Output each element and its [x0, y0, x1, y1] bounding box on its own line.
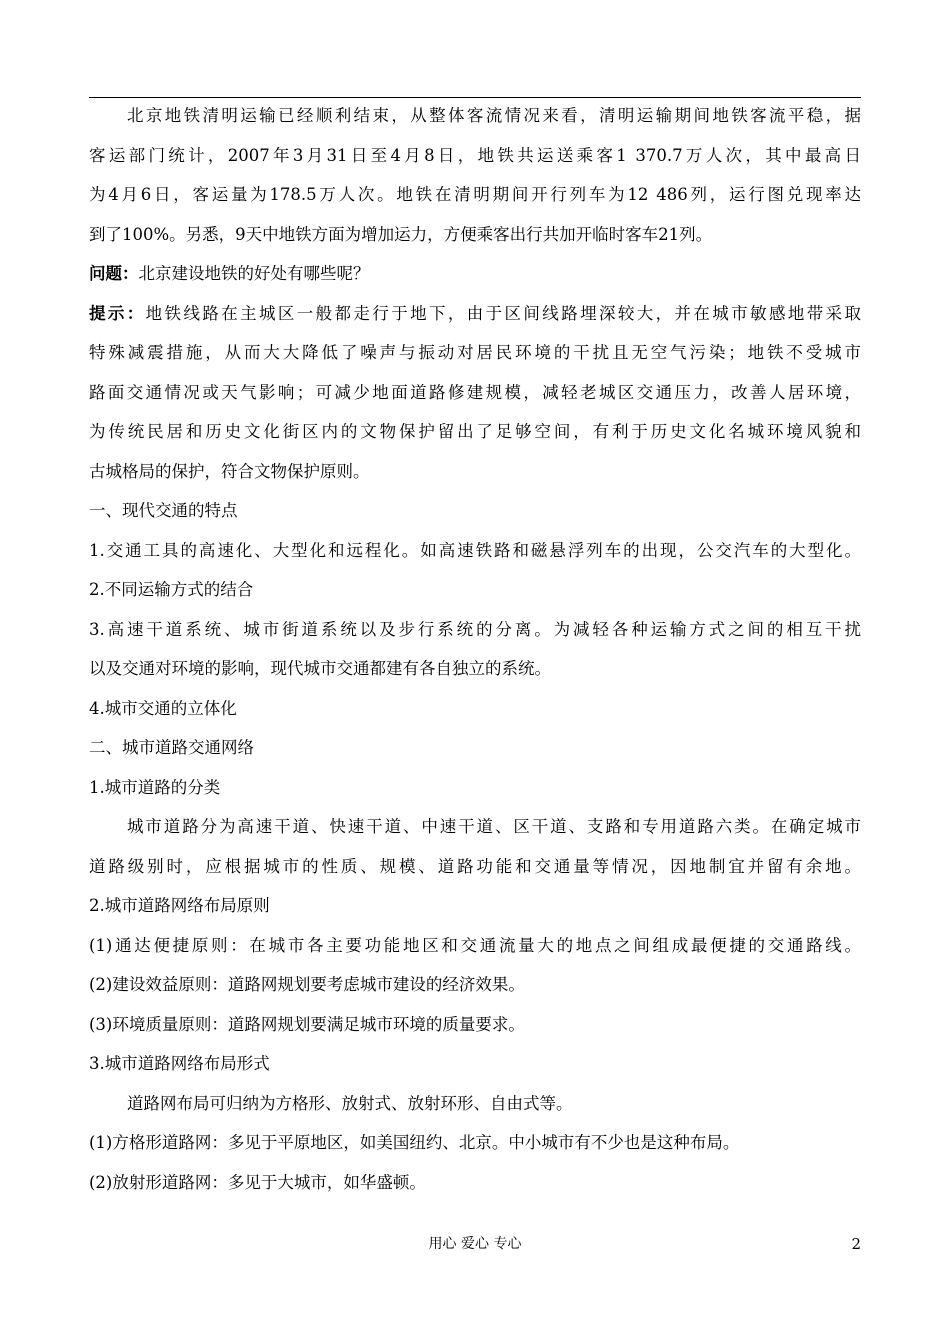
paragraph-line	[89, 738, 861, 758]
paragraph-line	[89, 975, 861, 995]
footer-motto: 用心 爱心 专心	[428, 1236, 522, 1252]
paragraph-text: 一、现代交通的特点	[89, 501, 238, 520]
paragraph-text: 3.高速干道系统、城市街道系统以及步行系统的分离。为减轻各种运输方式之间的相互干扰	[89, 619, 861, 639]
paragraph-text: (3)环境质量原则：道路网规划要满足城市环境的质量要求。	[89, 1014, 525, 1034]
paragraph-text: 4.城市交通的立体化	[89, 698, 237, 718]
paragraph-text: (1)方格形道路网：多见于平原地区，如美国纽约、北京。中小城市有不少也是这种布局。	[89, 1133, 740, 1152]
paragraph-line	[89, 501, 861, 521]
paragraph-line	[89, 620, 861, 640]
paragraph-line	[89, 106, 861, 126]
paragraph-text: 古城格局的保护，符合文物保护原则。	[89, 461, 370, 481]
paragraph-line	[89, 541, 861, 561]
paragraph-text: 3.城市道路网络布局形式	[89, 1054, 270, 1073]
paragraph-line	[89, 185, 861, 205]
paragraph-text: 城市道路分为高速干道、快速干道、中速干道、区干道、支路和专用道路六类。在确定城市	[127, 817, 861, 836]
paragraph-text: 到了100%。另悉，9天中地铁方面为增加运力，方便乘客出行共加开临时客车21列。	[89, 224, 713, 244]
paragraph-line	[89, 817, 861, 837]
paragraph-line	[89, 857, 861, 877]
document-body	[89, 106, 861, 1212]
paragraph-text: 以及交通对环境的影响，现代城市交通都建有各自独立的系统。	[89, 659, 551, 678]
labeled-paragraph-line	[89, 264, 861, 284]
paragraph-line	[89, 462, 861, 482]
paragraph-line	[89, 936, 861, 956]
paragraph-line	[89, 896, 861, 916]
paragraph-line	[89, 1015, 861, 1035]
paragraph-line	[89, 699, 861, 719]
paragraph-text: 为4月6日，客运量为178.5万人次。地铁在清明期间开行列车为12 486列，运行图兑现率达	[89, 185, 861, 204]
paragraph-text: 地铁线路在主城区一般都走行于地下，由于区间线路埋深较大，并在城市敏感地带采取	[145, 303, 862, 323]
paragraph-text: (2)建设效益原则：道路网规划要考虑城市建设的经济效果。	[89, 975, 525, 994]
paragraph-text: 1.城市道路的分类	[89, 777, 221, 797]
paragraph-text: 北京建设地铁的好处有哪些呢？	[138, 264, 370, 283]
paragraph-text: 道路网布局可归纳为方格形、放射式、放射环形、自由式等。	[127, 1093, 573, 1113]
paragraph-text: 2.不同运输方式的结合	[89, 580, 254, 599]
paragraph-line	[89, 1094, 861, 1114]
paragraph-line	[89, 659, 861, 679]
paragraph-label: 提示：	[89, 303, 146, 323]
paragraph-text: 北京地铁清明运输已经顺利结束，从整体客流情况来看，清明运输期间地铁客流平稳，据	[127, 106, 861, 125]
paragraph-text: 客运部门统计，2007年3月31日至4月8日，地铁共运送乘客1 370.7万人次，其中最高日	[89, 145, 861, 165]
page-number: 2	[851, 1235, 861, 1253]
paragraph-text: 为传统民居和历史文化街区内的文物保护留出了足够空间，有利于历史文化名城环境风貌和	[89, 422, 861, 441]
paragraph-text: 二、城市道路交通网络	[89, 738, 254, 757]
paragraph-text: (2)放射形道路网：多见于大城市，如华盛顿。	[89, 1172, 426, 1192]
paragraph-label: 问题：	[89, 264, 139, 283]
paragraph-text: 特殊减震措施，从而大大降低了噪声与振动对居民环境的干扰且无空气污染；地铁不受城市	[89, 343, 861, 362]
paragraph-line	[89, 580, 861, 600]
paragraph-line	[89, 343, 861, 363]
paragraph-line	[89, 1173, 861, 1193]
paragraph-text: 1.交通工具的高速化、大型化和远程化。如高速铁路和磁悬浮列车的出现，公交汽车的大型化。	[89, 540, 861, 560]
paragraph-text: (1)通达便捷原则：在城市各主要功能地区和交通流量大的地点之间组成最便捷的交通路线。	[89, 935, 861, 955]
labeled-paragraph-line	[89, 304, 861, 324]
paragraph-line	[89, 778, 861, 798]
paragraph-line	[89, 146, 861, 166]
paragraph-line	[89, 225, 861, 245]
paragraph-text: 道路级别时，应根据城市的性质、规模、道路功能和交通量等情况，因地制宜并留有余地。	[89, 856, 861, 876]
header-rule	[89, 97, 861, 98]
paragraph-line	[89, 1054, 861, 1074]
paragraph-line	[89, 422, 861, 442]
paragraph-line	[89, 383, 861, 403]
paragraph-text: 2.城市道路网络布局原则	[89, 896, 270, 915]
paragraph-line	[89, 1133, 861, 1153]
paragraph-text: 路面交通情况或天气影响；可减少地面道路修建规模，减轻老城区交通压力，改善人居环境，	[89, 382, 861, 402]
